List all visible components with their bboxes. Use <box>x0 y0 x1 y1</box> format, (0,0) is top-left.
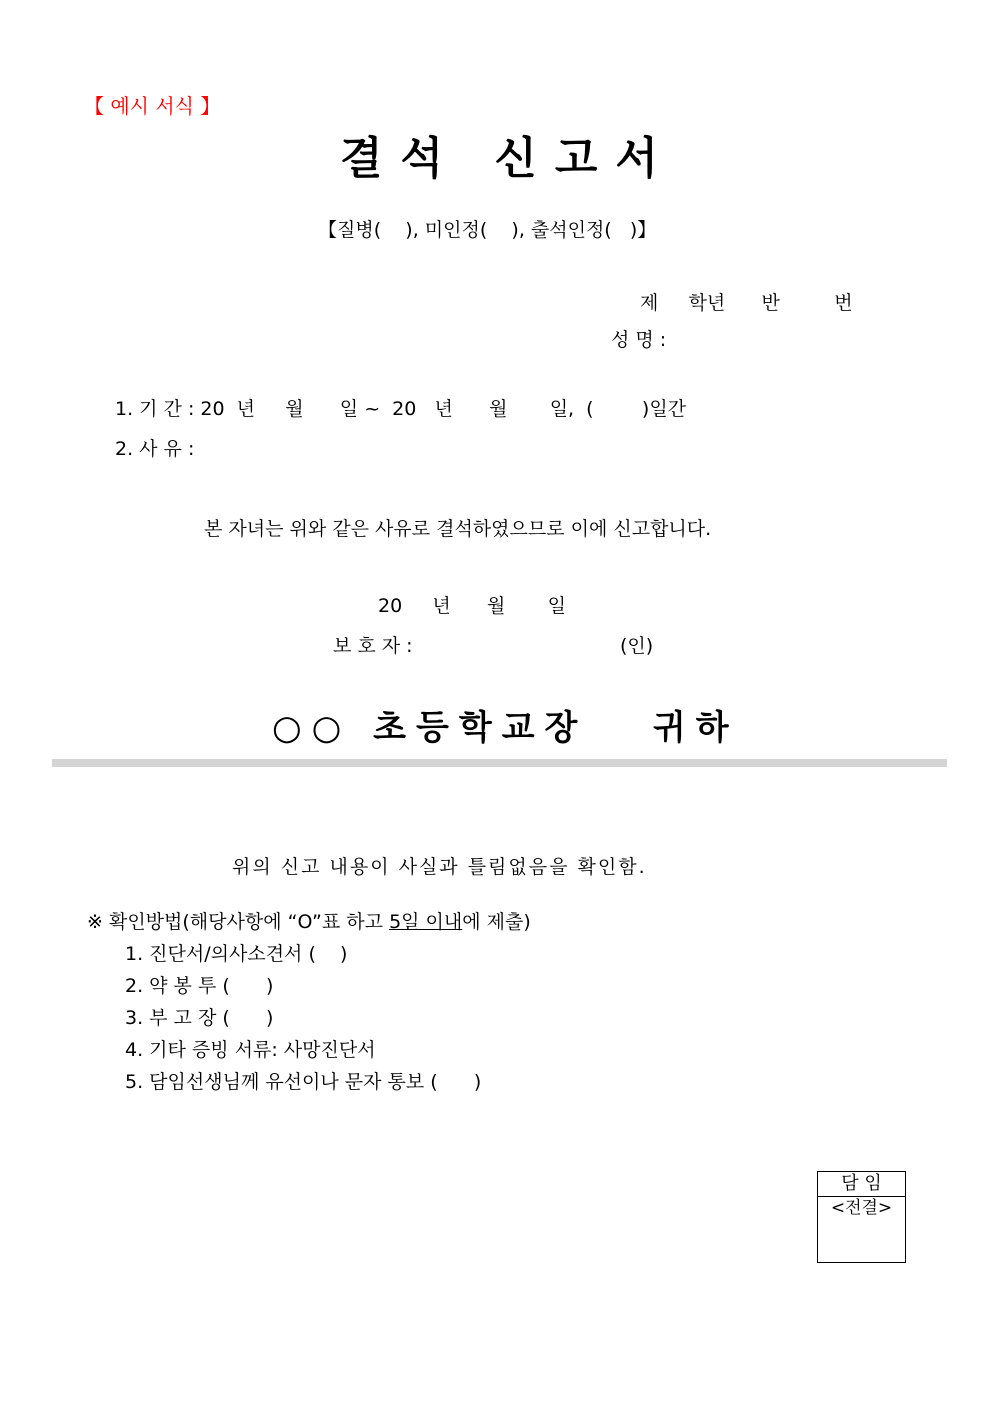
seal-mark: (인) <box>620 635 654 657</box>
method-item: 4. 기타 증빙 서류: 사망진단서 <box>125 1039 376 1061</box>
method-item: 3. 부 고 장 ( ) <box>125 1007 274 1029</box>
document-title: 결석 신고서 <box>340 133 676 184</box>
statement: 본 자녀는 위와 같은 사유로 결석하였으므로 이에 신고합니다. <box>204 518 712 540</box>
guardian-label: 보 호 자 : <box>333 635 413 657</box>
absence-types: 【질병( ), 미인정( ), 출석인정( )】 <box>318 219 657 241</box>
example-label: 【 예시 서식 】 <box>84 94 221 118</box>
method-suffix: 에 제출) <box>462 911 531 933</box>
reason-item: 2. 사 유 : <box>115 438 195 460</box>
method-deadline: 5일 이내 <box>389 911 463 933</box>
student-name-line: 성 명 : <box>611 329 667 351</box>
method-prefix: ※ 확인방법(해당사항에 “O”표 하고 <box>87 911 390 933</box>
method-item: 5. 담임선생님께 유선이나 문자 통보 ( ) <box>125 1071 482 1093</box>
period-item: 1. 기 간 : 20 년 월 일 ~ 20 년 월 일, ( )일간 <box>115 398 687 420</box>
stamp-header: 담 임 <box>818 1172 905 1197</box>
method-item: 1. 진단서/의사소견서 ( ) <box>125 943 348 965</box>
confirmation-method <box>87 907 531 934</box>
date-line: 20 년 월 일 <box>378 595 566 617</box>
addressee: ○○ 초등학교장 귀하 <box>272 708 739 748</box>
grade-class-line: 제 학년 반 번 <box>640 292 853 314</box>
method-item: 2. 약 봉 투 ( ) <box>125 975 274 997</box>
confirmation-statement: 위의 신고 내용이 사실과 틀림없음을 확인함. <box>232 856 647 878</box>
stamp-body: <전결> <box>830 1198 893 1218</box>
approval-stamp-box <box>817 1171 906 1263</box>
section-divider <box>52 759 947 767</box>
